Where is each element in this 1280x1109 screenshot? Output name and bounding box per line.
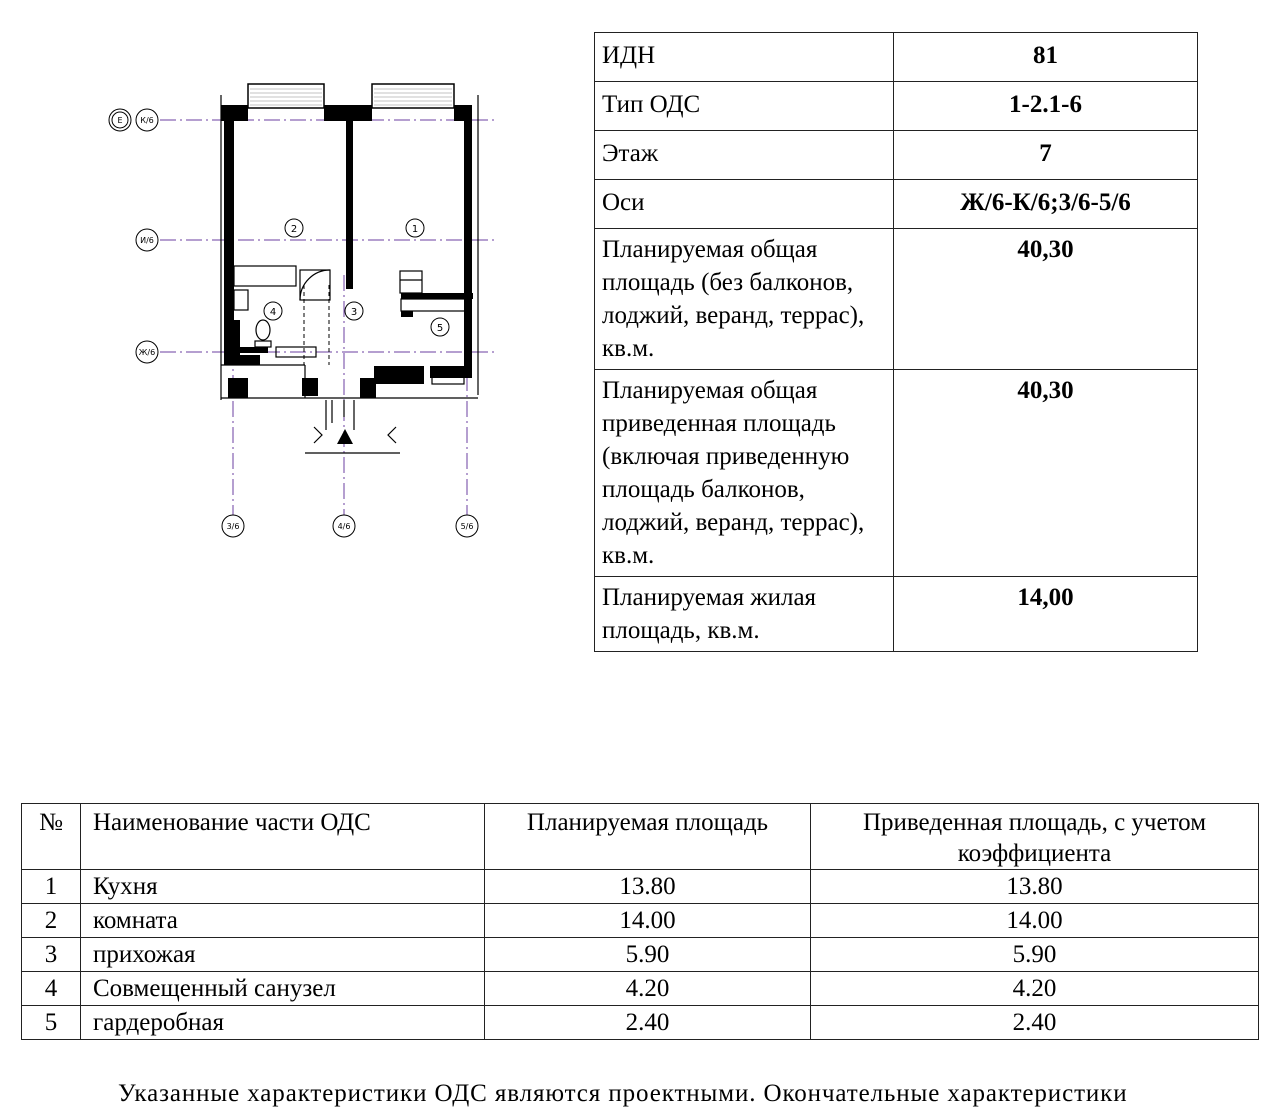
row-area: 13.80 [485, 870, 811, 904]
room-5-number: 5 [436, 323, 444, 334]
info-row [595, 33, 1198, 82]
info-row [595, 577, 1198, 652]
row-name: Совмещенный санузел [81, 972, 485, 1006]
row-area: 5.90 [485, 938, 811, 972]
rooms-table-header [22, 804, 1259, 870]
window-right [372, 84, 454, 108]
info-value: 40,30 [894, 370, 1198, 577]
row-num: 5 [22, 1006, 81, 1040]
table-row [22, 938, 1259, 972]
row-num: 1 [22, 870, 81, 904]
info-value: 14,00 [894, 577, 1198, 652]
info-value: 81 [894, 33, 1198, 82]
room-2-number: 2 [290, 224, 298, 235]
window-left [248, 84, 324, 108]
row-num: 2 [22, 904, 81, 938]
row-num: 3 [22, 938, 81, 972]
axis-label-5: 5/6 [460, 522, 474, 531]
floor-plan [100, 75, 500, 545]
axis-label-zh: Ж/6 [138, 348, 156, 357]
row-reduced: 4.20 [811, 972, 1259, 1006]
info-label: Планируемая общая приведенная площадь (включая приведенную площадь балконов, лоджий, веранд, террас), кв.м. [595, 370, 894, 577]
table-row [22, 870, 1259, 904]
room-3-number: 3 [350, 307, 358, 318]
section-label: E [117, 116, 123, 125]
row-name: прихожая [81, 938, 485, 972]
row-name: комната [81, 904, 485, 938]
table-row [22, 904, 1259, 938]
row-area: 2.40 [485, 1006, 811, 1040]
header-reduced: Приведенная площадь, с учетом коэффициента [811, 804, 1259, 870]
info-label: Оси [595, 180, 894, 229]
table-row [22, 972, 1259, 1006]
info-value: 7 [894, 131, 1198, 180]
rooms-table [21, 803, 1259, 1040]
disclaimer-note: Указанные характеристики ОДС являются проектными. Окончательные характеристики [118, 1080, 1128, 1107]
header-area: Планируемая площадь [485, 804, 811, 870]
info-label: Тип ОДС [595, 82, 894, 131]
info-value: 1-2.1-6 [894, 82, 1198, 131]
info-label: Этаж [595, 131, 894, 180]
row-reduced: 2.40 [811, 1006, 1259, 1040]
row-area: 4.20 [485, 972, 811, 1006]
room-4-number: 4 [269, 307, 277, 318]
info-row [595, 180, 1198, 229]
row-area: 14.00 [485, 904, 811, 938]
row-name: гардеробная [81, 1006, 485, 1040]
row-name: Кухня [81, 870, 485, 904]
info-label: ИДН [595, 33, 894, 82]
row-reduced: 14.00 [811, 904, 1259, 938]
axis-label-i: И/6 [140, 236, 154, 245]
apartment-info-table [594, 32, 1198, 652]
row-reduced: 5.90 [811, 938, 1259, 972]
info-row [595, 229, 1198, 370]
table-row [22, 1006, 1259, 1040]
header-name: Наименование части ОДС [81, 804, 485, 870]
info-row [595, 131, 1198, 180]
axis-label-k: К/6 [140, 116, 154, 125]
floor-plan-drawing [100, 75, 500, 545]
axis-label-4: 4/6 [337, 522, 351, 531]
axis-label-3: 3/6 [226, 522, 240, 531]
info-row [595, 82, 1198, 131]
info-value: Ж/6-К/6;3/6-5/6 [894, 180, 1198, 229]
entrance-arrow-icon [337, 429, 353, 444]
info-row [595, 370, 1198, 577]
row-reduced: 13.80 [811, 870, 1259, 904]
info-value: 40,30 [894, 229, 1198, 370]
info-label: Планируемая жилая площадь, кв.м. [595, 577, 894, 652]
room-1-number: 1 [411, 224, 419, 235]
info-label: Планируемая общая площадь (без балконов, лоджий, веранд, террас), кв.м. [595, 229, 894, 370]
row-num: 4 [22, 972, 81, 1006]
header-num: № [22, 804, 81, 870]
